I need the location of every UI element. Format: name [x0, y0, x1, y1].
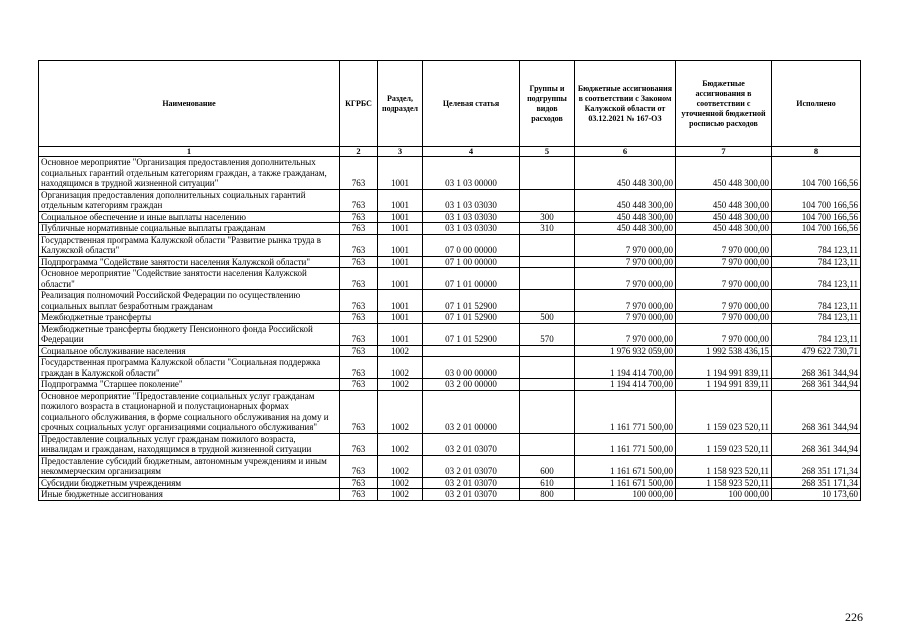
column-number: 3 — [378, 147, 423, 157]
row-group-cell — [520, 234, 575, 256]
table-row — [39, 211, 861, 223]
row-section-cell: 1002 — [378, 455, 423, 477]
row-name-cell: Социальное обслуживание населения — [39, 345, 340, 357]
row-executed-cell: 784 123,11 — [772, 312, 861, 324]
row-name-cell: Предоставление субсидий бюджетным, автономным учреждениям и иным некоммерческим организациям — [39, 455, 340, 477]
row-executed-cell: 268 351 171,34 — [772, 477, 861, 489]
row-name-cell: Подпрограмма "Старшее поколение" — [39, 379, 340, 391]
column-number-row — [39, 147, 861, 157]
row-section-cell: 1001 — [378, 290, 423, 312]
row-kgrbs-cell: 763 — [340, 268, 378, 290]
table-row — [39, 379, 861, 391]
table-row — [39, 268, 861, 290]
row-executed-cell: 10 173,60 — [772, 489, 861, 501]
row-section-cell: 1001 — [378, 323, 423, 345]
row-approp-refined-cell: 1 194 991 839,11 — [676, 357, 772, 379]
row-group-cell — [520, 357, 575, 379]
row-approp-refined-cell: 7 970 000,00 — [676, 312, 772, 324]
row-kgrbs-cell: 763 — [340, 390, 378, 433]
row-approp-refined-cell: 1 194 991 839,11 — [676, 379, 772, 391]
row-kgrbs-cell: 763 — [340, 345, 378, 357]
row-target-cell: 03 2 01 03070 — [423, 489, 520, 501]
row-kgrbs-cell: 763 — [340, 477, 378, 489]
row-executed-cell: 104 700 166,56 — [772, 157, 861, 190]
row-section-cell: 1001 — [378, 312, 423, 324]
row-name-cell: Социальное обеспечение и иные выплаты населению — [39, 211, 340, 223]
table-row — [39, 157, 861, 190]
row-kgrbs-cell: 763 — [340, 323, 378, 345]
row-kgrbs-cell: 763 — [340, 489, 378, 501]
row-name-cell: Государственная программа Калужской области "Социальная поддержка граждан в Калужской области" — [39, 357, 340, 379]
row-kgrbs-cell: 763 — [340, 433, 378, 455]
row-approp-refined-cell: 1 159 023 520,11 — [676, 433, 772, 455]
row-name-cell: Межбюджетные трансферты бюджету Пенсионного фонда Российской Федерации — [39, 323, 340, 345]
table-row — [39, 290, 861, 312]
row-executed-cell: 479 622 730,71 — [772, 345, 861, 357]
row-approp-refined-cell: 100 000,00 — [676, 489, 772, 501]
row-name-cell: Государственная программа Калужской области "Развитие рынка труда в Калужской области" — [39, 234, 340, 256]
row-executed-cell: 268 361 344,94 — [772, 390, 861, 433]
table-row — [39, 223, 861, 235]
row-target-cell: 03 2 01 00000 — [423, 390, 520, 433]
row-approp-refined-cell: 7 970 000,00 — [676, 256, 772, 268]
col-header-name: Наименование — [39, 61, 340, 147]
row-target-cell: 03 2 01 03070 — [423, 433, 520, 455]
column-number: 1 — [39, 147, 340, 157]
row-target-cell: 07 1 01 52900 — [423, 323, 520, 345]
table-row — [39, 455, 861, 477]
row-group-cell — [520, 379, 575, 391]
row-target-cell: 07 1 01 52900 — [423, 290, 520, 312]
row-target-cell: 03 2 01 03070 — [423, 455, 520, 477]
row-group-cell: 300 — [520, 211, 575, 223]
table-row — [39, 433, 861, 455]
row-approp-law-cell: 1 194 414 700,00 — [575, 357, 676, 379]
row-approp-refined-cell: 1 992 538 436,15 — [676, 345, 772, 357]
row-target-cell: 07 1 00 00000 — [423, 256, 520, 268]
row-group-cell: 500 — [520, 312, 575, 324]
row-group-cell — [520, 268, 575, 290]
column-number: 7 — [676, 147, 772, 157]
row-approp-law-cell: 450 448 300,00 — [575, 157, 676, 190]
row-name-cell: Публичные нормативные социальные выплаты гражданам — [39, 223, 340, 235]
row-executed-cell: 268 351 171,34 — [772, 455, 861, 477]
row-section-cell: 1001 — [378, 234, 423, 256]
row-name-cell: Подпрограмма "Содействие занятости населения Калужской области" — [39, 256, 340, 268]
row-name-cell: Межбюджетные трансферты — [39, 312, 340, 324]
row-target-cell: 07 0 00 00000 — [423, 234, 520, 256]
row-section-cell: 1002 — [378, 477, 423, 489]
row-approp-law-cell: 7 970 000,00 — [575, 312, 676, 324]
row-approp-law-cell: 1 161 671 500,00 — [575, 455, 676, 477]
table-row — [39, 357, 861, 379]
row-group-cell: 610 — [520, 477, 575, 489]
row-section-cell: 1002 — [378, 390, 423, 433]
row-section-cell: 1002 — [378, 433, 423, 455]
row-approp-refined-cell: 450 448 300,00 — [676, 223, 772, 235]
row-approp-refined-cell: 450 448 300,00 — [676, 157, 772, 190]
row-target-cell: 03 1 03 00000 — [423, 157, 520, 190]
row-executed-cell: 784 123,11 — [772, 256, 861, 268]
row-executed-cell: 268 361 344,94 — [772, 379, 861, 391]
row-name-cell: Организация предоставления дополнительных социальных гарантий отдельным категориям граждан — [39, 189, 340, 211]
row-group-cell — [520, 433, 575, 455]
row-executed-cell: 268 361 344,94 — [772, 433, 861, 455]
row-approp-law-cell: 450 448 300,00 — [575, 211, 676, 223]
row-target-cell: 03 2 01 03070 — [423, 477, 520, 489]
col-header-kgrbs: КГРБС — [340, 61, 378, 147]
row-target-cell: 03 0 00 00000 — [423, 357, 520, 379]
row-approp-law-cell: 1 976 932 059,00 — [575, 345, 676, 357]
row-kgrbs-cell: 763 — [340, 290, 378, 312]
row-approp-law-cell: 450 448 300,00 — [575, 189, 676, 211]
row-executed-cell: 784 123,11 — [772, 290, 861, 312]
col-header-approp-refined: Бюджетные ассигнования в соответствии с уточненной бюджетной росписью расходов — [676, 61, 772, 147]
table-row — [39, 234, 861, 256]
row-group-cell — [520, 390, 575, 433]
row-group-cell — [520, 189, 575, 211]
row-target-cell: 03 1 03 03030 — [423, 223, 520, 235]
row-section-cell: 1001 — [378, 223, 423, 235]
table-row — [39, 477, 861, 489]
row-approp-refined-cell: 7 970 000,00 — [676, 323, 772, 345]
row-group-cell — [520, 157, 575, 190]
row-approp-refined-cell: 7 970 000,00 — [676, 268, 772, 290]
row-target-cell: 03 2 00 00000 — [423, 379, 520, 391]
row-name-cell: Реализация полномочий Российской Федерации по осуществлению социальных выплат безработным гражданам — [39, 290, 340, 312]
row-name-cell: Иные бюджетные ассигнования — [39, 489, 340, 501]
row-executed-cell: 784 123,11 — [772, 323, 861, 345]
header-row — [39, 61, 861, 147]
row-approp-law-cell: 1 194 414 700,00 — [575, 379, 676, 391]
row-kgrbs-cell: 763 — [340, 379, 378, 391]
row-approp-refined-cell: 450 448 300,00 — [676, 189, 772, 211]
row-executed-cell: 104 700 166,56 — [772, 223, 861, 235]
row-name-cell: Субсидии бюджетным учреждениям — [39, 477, 340, 489]
table-row — [39, 312, 861, 324]
col-header-executed: Исполнено — [772, 61, 861, 147]
row-approp-law-cell: 7 970 000,00 — [575, 323, 676, 345]
table-body — [39, 147, 861, 501]
table-row — [39, 345, 861, 357]
budget-table — [38, 60, 861, 501]
row-approp-law-cell: 7 970 000,00 — [575, 256, 676, 268]
row-group-cell — [520, 256, 575, 268]
column-number: 8 — [772, 147, 861, 157]
row-section-cell: 1002 — [378, 489, 423, 501]
row-approp-law-cell: 1 161 771 500,00 — [575, 390, 676, 433]
row-section-cell: 1001 — [378, 157, 423, 190]
row-section-cell: 1001 — [378, 256, 423, 268]
row-approp-refined-cell: 7 970 000,00 — [676, 234, 772, 256]
row-target-cell: 03 1 03 03030 — [423, 211, 520, 223]
row-executed-cell: 268 361 344,94 — [772, 357, 861, 379]
row-kgrbs-cell: 763 — [340, 189, 378, 211]
row-approp-refined-cell: 1 158 923 520,11 — [676, 477, 772, 489]
column-number: 6 — [575, 147, 676, 157]
row-approp-law-cell: 450 448 300,00 — [575, 223, 676, 235]
column-number: 5 — [520, 147, 575, 157]
row-executed-cell: 104 700 166,56 — [772, 211, 861, 223]
table-row — [39, 390, 861, 433]
row-approp-law-cell: 100 000,00 — [575, 489, 676, 501]
table-row — [39, 489, 861, 501]
row-name-cell: Основное мероприятие "Предоставление социальных услуг гражданам пожилого возраста в стационарной и полустационарных формах социального обслуживания, в форме социального обслуживания на дому и срочных социальных услуг организациями социального обслуживания" — [39, 390, 340, 433]
col-header-target: Целевая статья — [423, 61, 520, 147]
row-section-cell: 1001 — [378, 189, 423, 211]
row-section-cell: 1002 — [378, 357, 423, 379]
row-group-cell — [520, 345, 575, 357]
row-executed-cell: 104 700 166,56 — [772, 189, 861, 211]
row-target-cell — [423, 345, 520, 357]
row-kgrbs-cell: 763 — [340, 357, 378, 379]
row-kgrbs-cell: 763 — [340, 234, 378, 256]
row-kgrbs-cell: 763 — [340, 256, 378, 268]
table-row — [39, 323, 861, 345]
row-approp-refined-cell: 1 159 023 520,11 — [676, 390, 772, 433]
row-section-cell: 1001 — [378, 268, 423, 290]
row-target-cell: 07 1 01 52900 — [423, 312, 520, 324]
row-approp-refined-cell: 450 448 300,00 — [676, 211, 772, 223]
row-section-cell: 1001 — [378, 211, 423, 223]
col-header-section: Раздел, подраздел — [378, 61, 423, 147]
row-kgrbs-cell: 763 — [340, 312, 378, 324]
column-number: 2 — [340, 147, 378, 157]
row-executed-cell: 784 123,11 — [772, 268, 861, 290]
col-header-groups: Группы и подгруппы видов расходов — [520, 61, 575, 147]
col-header-approp-law: Бюджетные ассигнования в соответствии с Законом Калужской области от 03.12.2021 № 167-ОЗ — [575, 61, 676, 147]
row-kgrbs-cell: 763 — [340, 157, 378, 190]
row-approp-refined-cell: 1 158 923 520,11 — [676, 455, 772, 477]
row-approp-law-cell: 1 161 771 500,00 — [575, 433, 676, 455]
row-name-cell: Основное мероприятие "Содействие занятости населения Калужской области" — [39, 268, 340, 290]
row-approp-law-cell: 1 161 671 500,00 — [575, 477, 676, 489]
row-group-cell — [520, 290, 575, 312]
row-group-cell: 570 — [520, 323, 575, 345]
table-row — [39, 189, 861, 211]
row-group-cell: 800 — [520, 489, 575, 501]
row-name-cell: Основное мероприятие "Организация предоставления дополнительных социальных гарантий отдельным категориям граждан, а также гражданам, находящимся в трудной жизненной ситуации" — [39, 157, 340, 190]
row-section-cell: 1002 — [378, 345, 423, 357]
row-target-cell: 07 1 01 00000 — [423, 268, 520, 290]
table-row — [39, 256, 861, 268]
row-executed-cell: 784 123,11 — [772, 234, 861, 256]
page-number: 226 — [845, 610, 863, 624]
column-number: 4 — [423, 147, 520, 157]
row-section-cell: 1002 — [378, 379, 423, 391]
row-target-cell: 03 1 03 03030 — [423, 189, 520, 211]
row-approp-law-cell: 7 970 000,00 — [575, 234, 676, 256]
row-approp-law-cell: 7 970 000,00 — [575, 268, 676, 290]
row-approp-law-cell: 7 970 000,00 — [575, 290, 676, 312]
row-group-cell: 310 — [520, 223, 575, 235]
row-group-cell: 600 — [520, 455, 575, 477]
row-name-cell: Предоставление социальных услуг гражданам пожилого возраста, инвалидам и гражданам, находящимся в трудной жизненной ситуации — [39, 433, 340, 455]
row-kgrbs-cell: 763 — [340, 223, 378, 235]
row-kgrbs-cell: 763 — [340, 455, 378, 477]
row-approp-refined-cell: 7 970 000,00 — [676, 290, 772, 312]
row-kgrbs-cell: 763 — [340, 211, 378, 223]
